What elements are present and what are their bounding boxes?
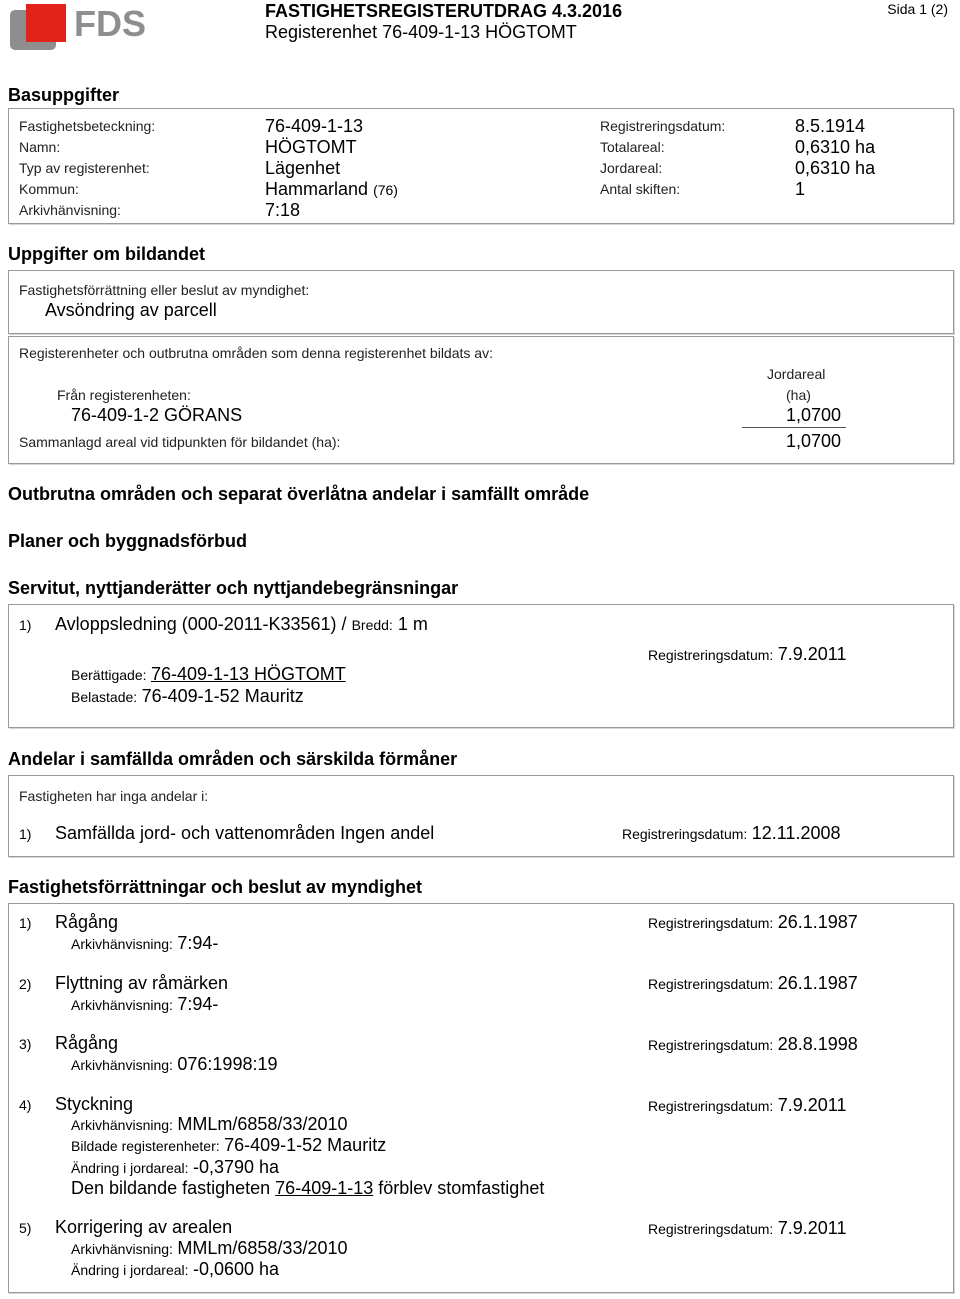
belastade-value: 76-409-1-52 Mauritz xyxy=(141,686,304,706)
bredd-label: Bredd: xyxy=(351,617,393,633)
forrattning-4-title: Styckning xyxy=(55,1094,134,1114)
value-antal-skiften: 1 xyxy=(795,179,806,199)
label-registreringsdatum: Registreringsdatum: xyxy=(600,118,726,134)
stom-text-post: förblev stomfastighet xyxy=(378,1178,545,1198)
label-registerenheter: Registerenheter och outbrutna områden som denna registerenhet bildats av: xyxy=(19,345,493,361)
forrattning-2-title: Flyttning av råmärken xyxy=(55,973,229,993)
ark-value: 7:94- xyxy=(177,933,219,953)
value-fastighetsbeteckning: 76-409-1-13 xyxy=(265,116,364,136)
bildade-label: Bildade registerenheter: xyxy=(71,1138,220,1154)
ark-label: Arkivhänvisning: xyxy=(71,1057,173,1073)
reg-value: 7.9.2011 xyxy=(777,1218,847,1238)
forrattning-4-andring xyxy=(71,1157,279,1178)
forrattning-3-number: 3) xyxy=(19,1036,32,1052)
andring-value: -0,3790 ha xyxy=(192,1157,280,1177)
value-typ: Lägenhet xyxy=(265,158,341,178)
sum-divider xyxy=(742,427,846,428)
reg-value: 7.9.2011 xyxy=(777,1095,847,1115)
label-jordareal: Jordareal: xyxy=(600,160,663,176)
section-heading-planer: Planer och byggnadsförbud xyxy=(8,531,248,551)
reg-value: 28.8.1998 xyxy=(777,1034,858,1054)
stom-text-pre: Den bildande fastigheten xyxy=(71,1178,271,1198)
forrattning-5-arkiv xyxy=(71,1238,348,1259)
servitut-title-text: Avloppsledning (000-2011-K33561) / xyxy=(55,614,347,634)
page-number: Sida 1 (2) xyxy=(887,1,948,17)
document-subtitle: Registerenhet 76-409-1-13 HÖGTOMT xyxy=(265,22,577,42)
ark-value: MMLm/6858/33/2010 xyxy=(177,1114,348,1134)
value-kommun xyxy=(265,179,398,200)
value-sammanlagd-areal: 1,0700 xyxy=(786,431,842,451)
forrattning-5-registreringsdatum xyxy=(648,1218,846,1239)
bildade-value: 76-409-1-52 Mauritz xyxy=(224,1135,387,1155)
value-totalareal: 0,6310 ha xyxy=(795,137,876,157)
forrattning-1-registreringsdatum xyxy=(648,912,858,933)
reg-label: Registreringsdatum: xyxy=(648,1098,774,1114)
value-fran-registerenheten: 76-409-1-2 GÖRANS xyxy=(71,405,243,425)
fds-logo xyxy=(8,0,148,56)
kommun-code: (76) xyxy=(373,182,398,198)
andelar-registreringsdatum xyxy=(622,823,841,844)
forrattning-2-registreringsdatum xyxy=(648,973,858,994)
servitut-registreringsdatum xyxy=(648,644,846,665)
forrattning-1-arkiv xyxy=(71,933,218,954)
label-totalareal: Totalareal: xyxy=(600,139,665,155)
servitut-item-number: 1) xyxy=(19,617,32,633)
label-namn: Namn: xyxy=(19,139,61,155)
value-jordareal: 0,6310 ha xyxy=(795,158,876,178)
servitut-reg-value: 7.9.2011 xyxy=(777,644,847,664)
forrattning-4-bildade xyxy=(71,1135,386,1156)
forrattning-3-arkiv xyxy=(71,1054,278,1075)
forrattning-5-title: Korrigering av arealen xyxy=(55,1217,233,1237)
logo-text: FDS xyxy=(74,3,146,44)
reg-label: Registreringsdatum: xyxy=(648,915,774,931)
forrattning-5-andring xyxy=(71,1259,279,1280)
forrattning-2-number: 2) xyxy=(19,976,32,992)
label-typ: Typ av registerenhet: xyxy=(19,160,150,176)
reg-label: Registreringsdatum: xyxy=(648,1037,774,1053)
andring-label: Ändring i jordareal: xyxy=(71,1262,189,1278)
reg-value: 26.1.1987 xyxy=(777,912,858,932)
andelar-intro: Fastigheten har inga andelar i: xyxy=(19,788,209,804)
forrattning-1-number: 1) xyxy=(19,915,32,931)
servitut-reg-label: Registreringsdatum: xyxy=(648,647,774,663)
andelar-reg-value: 12.11.2008 xyxy=(751,823,841,843)
label-fran-registerenheten: Från registerenheten: xyxy=(57,387,191,403)
ark-label: Arkivhänvisning: xyxy=(71,997,173,1013)
header-jordareal-unit: (ha) xyxy=(786,387,811,403)
section-heading-basuppgifter: Basuppgifter xyxy=(8,85,120,105)
andring-label: Ändring i jordareal: xyxy=(71,1160,189,1176)
ark-label: Arkivhänvisning: xyxy=(71,936,173,952)
label-kommun: Kommun: xyxy=(19,181,79,197)
reg-label: Registreringsdatum: xyxy=(648,1221,774,1237)
stomfastighet-link[interactable]: 76-409-1-13 xyxy=(275,1178,374,1198)
label-sammanlagd-areal: Sammanlagd areal vid tidpunkten för bildandet (ha): xyxy=(19,434,341,450)
forrattning-3-registreringsdatum xyxy=(648,1034,858,1055)
document-title: FASTIGHETSREGISTERUTDRAG 4.3.2016 xyxy=(265,1,623,21)
reg-value: 26.1.1987 xyxy=(777,973,858,993)
kommun-name: Hammarland xyxy=(265,179,369,199)
value-registreringsdatum: 8.5.1914 xyxy=(795,116,866,136)
value-fran-areal: 1,0700 xyxy=(786,405,842,425)
value-forrattning: Avsöndring av parcell xyxy=(45,300,217,320)
header-jordareal: Jordareal xyxy=(767,366,826,382)
servitut-title xyxy=(55,614,428,635)
label-fastighetsbeteckning: Fastighetsbeteckning: xyxy=(19,118,156,134)
section-heading-outbrutna: Outbrutna områden och separat överlåtna andelar i samfällt område xyxy=(8,484,590,504)
belastade-label: Belastade: xyxy=(71,689,138,705)
forrattning-4-arkiv xyxy=(71,1114,348,1135)
andelar-title: Samfällda jord- och vattenområden Ingen andel xyxy=(55,823,435,843)
andelar-item-number: 1) xyxy=(19,826,32,842)
belastade-row xyxy=(71,686,304,707)
section-heading-servitut: Servitut, nyttjanderätter och nyttjandebegränsningar xyxy=(8,578,459,598)
andelar-reg-label: Registreringsdatum: xyxy=(622,826,748,842)
section-heading-andelar: Andelar i samfällda områden och särskilda förmåner xyxy=(8,749,458,769)
berattigade-link[interactable]: 76-409-1-13 HÖGTOMT xyxy=(150,664,346,684)
andring-value: -0,0600 ha xyxy=(192,1259,280,1279)
forrattning-1-title: Rågång xyxy=(55,912,119,932)
section-heading-bildandet: Uppgifter om bildandet xyxy=(8,244,205,264)
berattigade-row xyxy=(71,664,346,685)
forrattning-5-number: 5) xyxy=(19,1220,32,1236)
bredd-value: 1 m xyxy=(397,614,428,634)
berattigade-label: Berättigade: xyxy=(71,667,147,683)
value-namn: HÖGTOMT xyxy=(265,137,357,157)
forrattning-4-registreringsdatum xyxy=(648,1095,846,1116)
ark-value: 076:1998:19 xyxy=(177,1054,278,1074)
value-arkivhanvisning: 7:18 xyxy=(265,200,301,220)
label-antal-skiften: Antal skiften: xyxy=(600,181,681,197)
forrattning-2-arkiv xyxy=(71,994,218,1015)
ark-label: Arkivhänvisning: xyxy=(71,1241,173,1257)
ark-value: MMLm/6858/33/2010 xyxy=(177,1238,348,1258)
forrattning-4-number: 4) xyxy=(19,1097,32,1113)
label-arkivhanvisning: Arkivhänvisning: xyxy=(19,202,121,218)
label-forrattning: Fastighetsförrättning eller beslut av myndighet: xyxy=(19,282,310,298)
section-heading-forrattningar: Fastighetsförrättningar och beslut av myndighet xyxy=(8,877,423,897)
ark-value: 7:94- xyxy=(177,994,219,1014)
forrattning-3-title: Rågång xyxy=(55,1033,119,1053)
reg-label: Registreringsdatum: xyxy=(648,976,774,992)
ark-label: Arkivhänvisning: xyxy=(71,1117,173,1133)
forrattning-4-stomfastighet xyxy=(71,1178,544,1199)
